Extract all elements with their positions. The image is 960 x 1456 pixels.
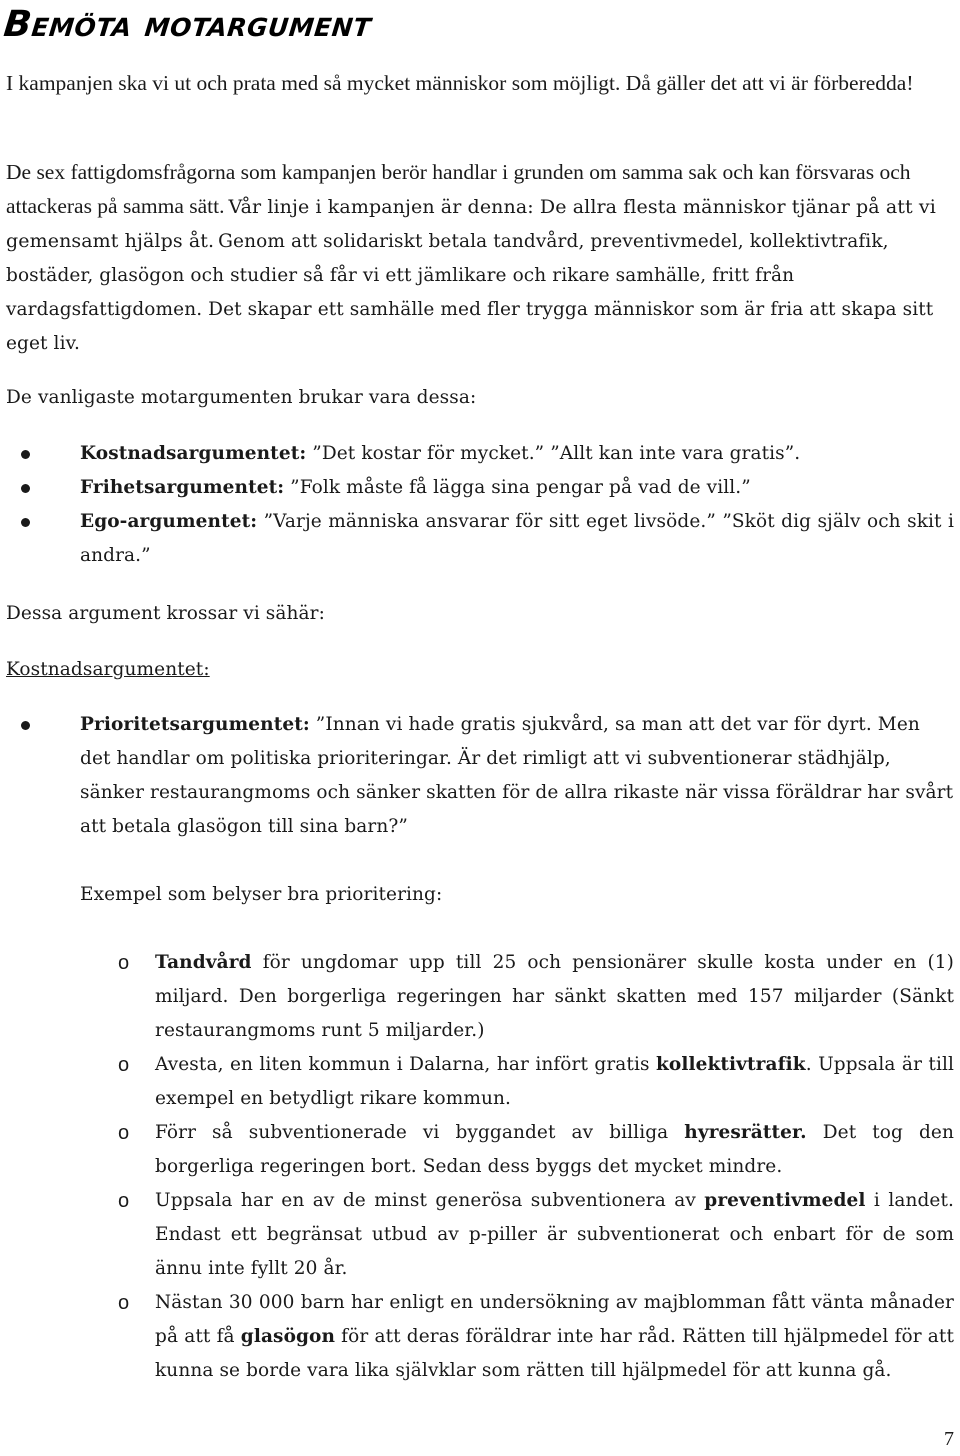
- list-marker: o: [118, 1122, 130, 1144]
- argument-quote: ”Det kostar för mycket.”: [312, 443, 545, 464]
- example-item-contraceptives: [6, 1184, 954, 1286]
- example-item-dental: [6, 946, 954, 1048]
- examples-intro: Exempel som belyser bra prioritering:: [80, 884, 443, 905]
- bullet-icon: [21, 450, 30, 459]
- intro-p2-rest: Genom att solidariskt betala tandvård, preventivmedel, kollektivtrafik, bostäder, glasögon och studier så får vi ett jämlikare och rikare samhälle, fritt från vardagsfattigdomen. Det skapar ett samhälle med fler trygga människor som är fria att skapa sitt eget liv.: [6, 231, 934, 354]
- examples-list: [6, 946, 954, 1388]
- example-text: . Uppsala är till exempel en betydligt rikare kommun.: [155, 1054, 954, 1109]
- list-marker: o: [118, 952, 130, 974]
- argument-quote: ”Folk måste få lägga sina pengar på vad de vill.”: [290, 477, 751, 498]
- bullet-icon: [21, 721, 30, 730]
- argument-quote: ”Allt kan inte vara gratis”.: [550, 443, 801, 464]
- example-text: Avesta, en liten kommun i Dalarna, har infört gratis: [155, 1054, 656, 1075]
- list-marker: o: [118, 1292, 130, 1314]
- list-marker: o: [118, 1190, 130, 1212]
- example-keyword: preventivmedel: [704, 1190, 866, 1211]
- argument-quote: ”Sköt dig själv och skit i andra.”: [80, 511, 954, 566]
- intro-paragraph-1: I kampanjen ska vi ut och prata med så mycket människor som möjligt. Då gäller det att vi är förberedda!: [6, 71, 914, 95]
- example-keyword: hyresrätter.: [684, 1122, 807, 1143]
- crush-intro: Dessa argument krossar vi sähär:: [6, 603, 325, 624]
- example-text: för att deras föräldrar inte har råd. Rätten till hjälpmedel för att kunna se borde vara lika självklar som rätten till hjälpmedel för att kunna gå.: [155, 1326, 954, 1381]
- priority-item: [6, 708, 954, 844]
- arguments-list: [6, 437, 954, 573]
- page-heading: Bemöta motargument: [1, 4, 374, 45]
- example-text: i landet. Endast ett begränsat utbud av p-piller är subventionerat och enbart för de som ännu inte fyllt 20 år.: [155, 1190, 954, 1279]
- intro-p2-serif: De sex fattigdomsfrågorna som kampanjen berör handlar i grunden om samma sak och kan försvaras och attackeras på samma sätt.: [6, 160, 911, 218]
- cost-section-heading: Kostnadsargumentet:: [6, 659, 210, 680]
- priority-text: ”Innan vi hade gratis sjukvård, sa man att det var för dyrt. Men det handlar om politiska prioriteringar. Är det rimligt att vi subventionerar städhjälp, sänker restaurangmoms och sänker skatten för de allra rikaste när vissa föräldrar har svårt att betala glasögon till sina barn?”: [80, 714, 954, 837]
- argument-label: Ego-argumentet:: [80, 511, 258, 532]
- argument-quote: ”Varje människa ansvarar för sitt eget livsöde.”: [263, 511, 716, 532]
- argument-item-freedom: [6, 471, 954, 505]
- argument-item-cost: [6, 437, 954, 471]
- argument-item-ego: [6, 505, 954, 573]
- priority-list: [6, 708, 954, 844]
- priority-label: Prioritetsargumentet:: [80, 714, 310, 735]
- list-marker: o: [118, 1054, 130, 1076]
- example-text: Uppsala har en av de minst generösa subventionera av: [155, 1190, 705, 1211]
- example-text: för ungdomar upp till 25 och pensionärer skulle kosta under en (1) miljard. Den borgerliga regeringen har sänkt skatten med 157 miljarder (Sänkt restaurangmoms runt 5 miljarder.): [155, 952, 954, 1041]
- example-text: Det tog den borgerliga regeringen bort. Sedan dess byggs det mycket mindre.: [155, 1122, 954, 1177]
- page-number: 7: [944, 1428, 954, 1450]
- example-keyword: glasögon: [240, 1326, 336, 1347]
- bullet-icon: [21, 518, 30, 527]
- argument-label: Kostnadsargumentet:: [80, 443, 307, 464]
- example-item-housing: [6, 1116, 954, 1184]
- example-text: Förr så subventionerade vi byggandet av billiga: [155, 1122, 685, 1143]
- intro-paragraph-2: [6, 155, 954, 361]
- argument-label: Frihetsargumentet:: [80, 477, 285, 498]
- example-item-glasses: [6, 1286, 954, 1388]
- example-item-transit: [6, 1048, 954, 1116]
- example-keyword: Tandvård: [155, 952, 252, 973]
- common-arguments-intro: De vanligaste motargumenten brukar vara dessa:: [6, 387, 477, 408]
- example-keyword: kollektivtrafik: [655, 1054, 806, 1075]
- campaign-line: Vår linje i kampanjen är denna: De allra flesta människor tjänar på att vi gemensamt hjälps åt.: [6, 196, 936, 252]
- bullet-icon: [21, 484, 30, 493]
- example-text: Nästan 30 000 barn har enligt en undersökning av majblomman fått vänta månader på att få: [155, 1292, 954, 1347]
